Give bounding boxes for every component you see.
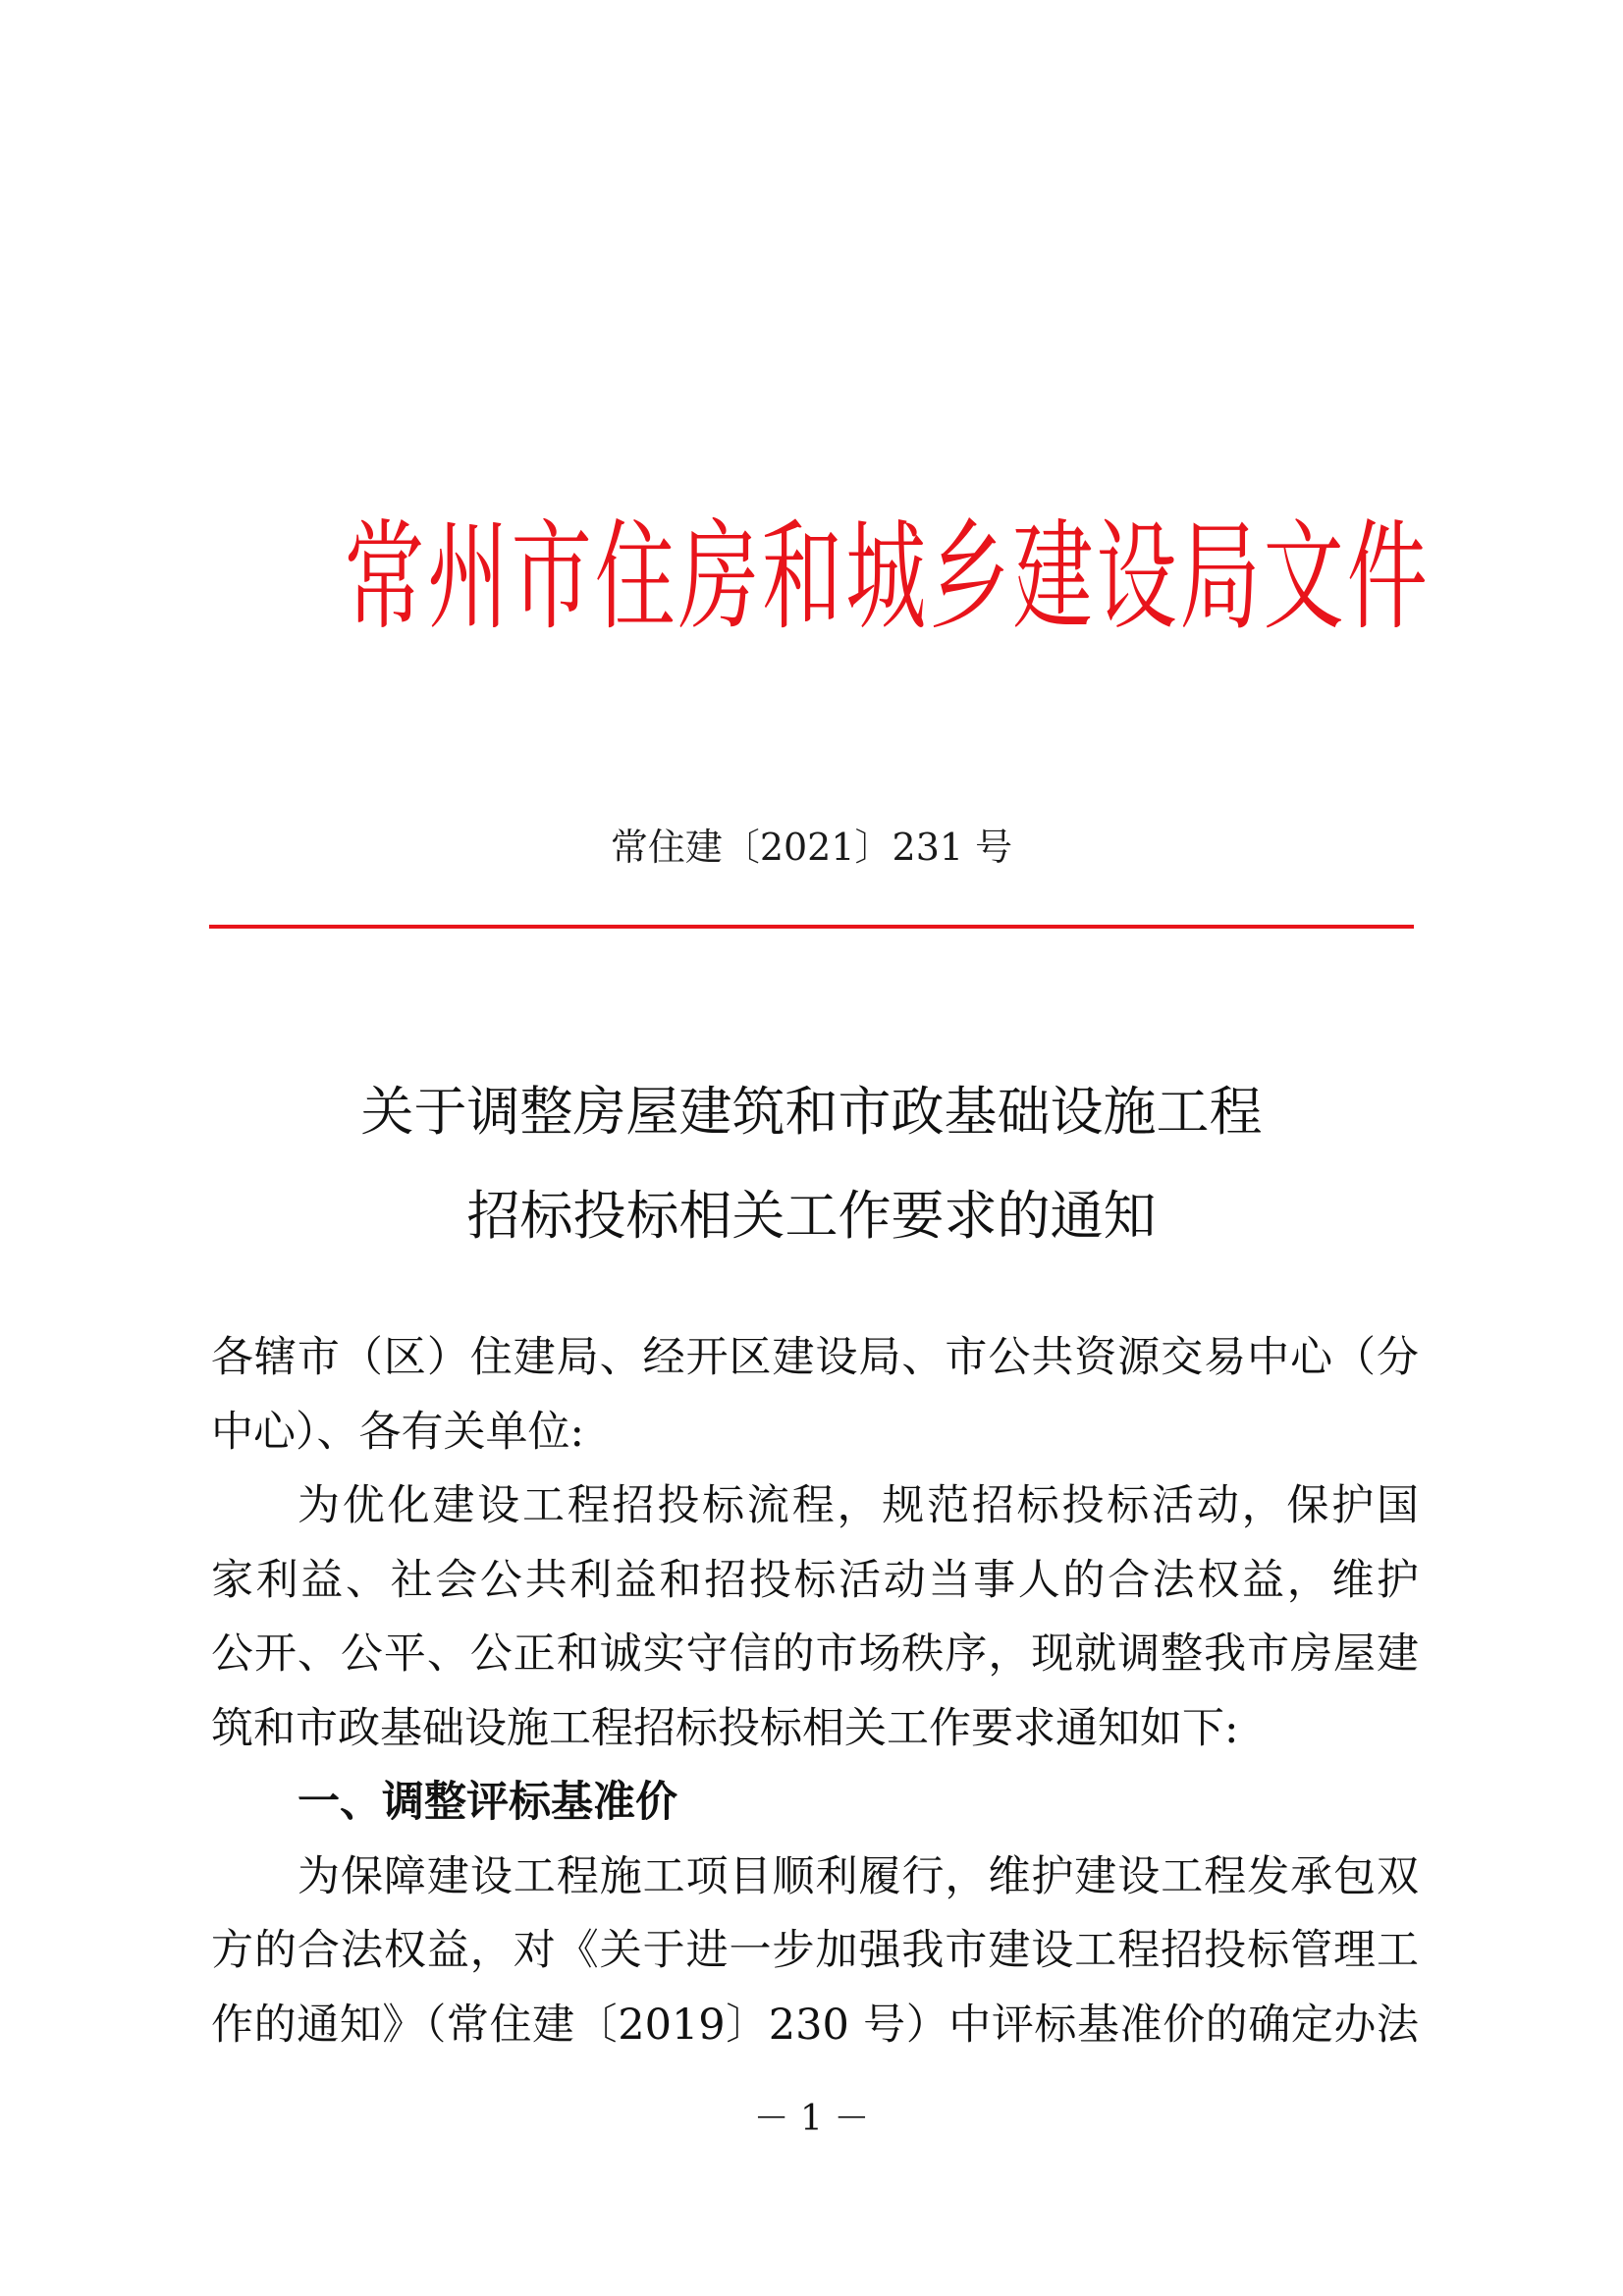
title-line-2: 招标投标相关工作要求的通知 [466,1185,1157,1247]
paragraph-1-line-2: 家利益、社会公共利益和招投标活动当事人的合法权益，维护 [211,1555,1419,1605]
addressee-line-2: 中心）、各有关单位: [211,1407,584,1457]
paragraph-2-line-3: 作的通知》（常住建〔2019〕230 号）中评标基准价的确定办法 [211,2000,1419,2050]
addressee-line-1: 各辖市（区）住建局、经开区建设局、市公共资源交易中心（分 [211,1333,1419,1382]
title-line-1: 关于调整房屋建筑和市政基础设施工程 [360,1081,1263,1143]
section-1-heading: 一、调整评标基准价 [298,1778,677,1827]
issuer-red-header: 常州市住房和城乡建设局文件 [344,508,1431,647]
page-number: － 1 － [753,2099,870,2139]
paragraph-1-line-4: 筑和市政基础设施工程招标投标相关工作要求通知如下: [211,1703,1239,1753]
paragraph-1-line-1: 为优化建设工程招投标流程，规范招标投标活动，保护国 [298,1481,1419,1530]
paragraph-2-line-2: 方的合法权益，对《关于进一步加强我市建设工程招投标管理工 [211,1926,1419,1975]
document-body [211,1321,1419,2062]
document-title [0,1060,1623,1268]
paragraph-2-line-1: 为保障建设工程施工项目顺利履行，维护建设工程发承包双 [298,1851,1419,1901]
red-separator-line [209,925,1414,929]
paragraph-1-line-3: 公开、公平、公正和诚实守信的市场秩序，现就调整我市房屋建 [211,1629,1419,1679]
document-number: 常住建〔2021〕231 号 [610,826,1013,869]
